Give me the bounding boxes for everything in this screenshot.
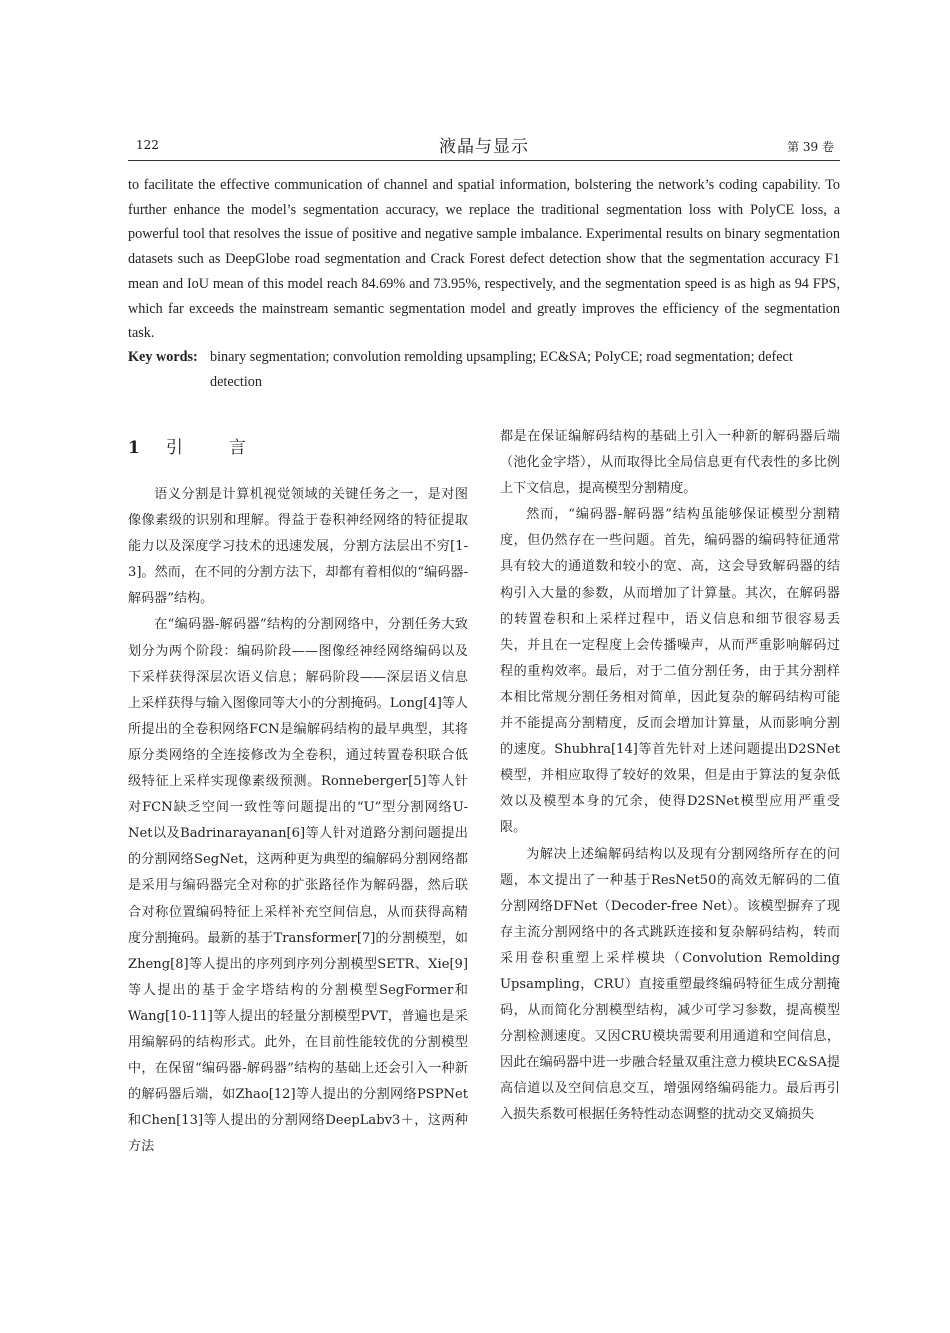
- paragraph: 为解决上述编解码结构以及现有分割网络所存在的问题，本文提出了一种基于ResNet50的高效无解码的二值分割网络DFNet（Decoder-free Net）。该模型摒弃了现存主流分割网络中的各式跳跃连接和复杂解码结构，转而采用卷积重塑上采样模块（Convolution Remolding Upsampling，CRU）直接重塑最终编码特征生成分割掩码，从而简化分割模型结构，减少可学习参数，提高模型分割检测速度。又因CRU模块需要利用通道和空间信息，因此在编码器中进一步融合轻量双重注意力模块EC&SA提高信道以及空间信息交互，增强网络编码能力。最后再引入损失系数可根据任务特性动态调整的扰动交叉熵损失: [500, 846, 840, 1123]
- header-rule: [128, 160, 840, 161]
- section-title: 引言: [165, 438, 292, 458]
- journal-title: 液晶与显示: [439, 137, 529, 157]
- keywords-text: binary segmentation; convolution remolding upsampling; EC&SA; PolyCE; road segmentation; defect detection: [210, 349, 793, 390]
- keywords-block: [128, 345, 840, 394]
- abstract-continuation: [128, 173, 840, 346]
- volume-label: 第 39 卷: [787, 140, 834, 154]
- right-column: [500, 424, 840, 1129]
- section-number: 1: [128, 438, 140, 458]
- page-number: 122: [136, 138, 159, 152]
- running-header: [128, 130, 840, 160]
- paragraph: 在“编码器-解码器”结构的分割网络中，分割任务大致划分为两个阶段：编码阶段——图像经神经网络编码以及下采样获得深层次语义信息；解码阶段——深层语义信息上采样获得与输入图像同等大小的分割掩码。Long[4]等人所提出的全卷积网络FCN是编解码结构的最早典型，其将原分类网络的全连接修改为全卷积，通过转置卷积联合低级特征上采样实现像素级预测。Ronneberger[5]等人针对FCN缺乏空间一致性等问题提出的“U”型分割网络U-Net以及Badrinarayanan[6]等人针对道路分割问题提出的分割网络SegNet，这两种更为典型的编解码分割网络都是采用与编码器完全对称的扩张路径作为解码器，然后联合对称位置编码特征上采样补充空间信息，从而获得高精度分割掩码。最新的基于Transformer[7]的分割模型，如Zheng[8]等人提出的序列到序列分割模型SETR、Xie[9]等人提出的基于金字塔结构的分割模型SegFormer和Wang[10-11]等人提出的轻量分割模型PVT，普遍也是采用编解码的结构形式。此外，在目前性能较优的分割模型中，在保留“编码器-解码器”结构的基础上还会引入一种新的解码器后端，如Zhao[12]等人提出的分割网络PSPNet和Chen[13]等人提出的分割网络DeepLabv3＋，这两种方法: [128, 617, 469, 1155]
- paragraph: 然而，“编码器-解码器”结构虽能够保证模型分割精度，但仍然存在一些问题。首先，编码器的编码特征通常具有较大的通道数和较小的宽、高，这会导致解码器的结构引入大量的参数，从而增加了计算量。其次，在解码器的转置卷积和上采样过程中，语义信息和细节很容易丢失，并且在一定程度上会传播噪声，从而严重影响解码过程的重构效率。最后，对于二值分割任务，由于其分割样本相比常规分割任务相对简单，因此复杂的解码结构可能并不能提高分割精度，反而会增加计算量，从而影响分割的速度。Shubhra[14]等首先针对上述问题提出D2SNet模型，并相应取得了较好的效果，但是由于算法的复杂低效以及模型本身的冗余，使得D2SNet模型应用严重受限。: [500, 507, 840, 836]
- keywords-label: Key words:: [128, 349, 198, 365]
- section-heading: [128, 424, 468, 472]
- left-column: [128, 424, 468, 1160]
- paragraph: 语义分割是计算机视觉领域的关键任务之一，是对图像像素级的识别和理解。得益于卷积神经网络的特征提取能力以及深度学习技术的迅速发展，分割方法层出不穷[1-3]。然而，在不同的分割方法下，却都有着相似的“编码器-解码器”结构。: [128, 487, 468, 607]
- abstract-text: to facilitate the effective communication of channel and spatial information, bolstering the network’s coding capability. To further enhance the model’s segmentation accuracy, we replace the traditional segmentation loss with PolyCE loss, a powerful tool that resolves the issue of positive and negative sample imbalance. Experimental results on binary segmentation datasets such as DeepGlobe road segmentation and Crack Forest defect detection show that the segmentation accuracy F1 mean and IoU mean of this model reach 84.69% and 73.95%, respectively, and the segmentation speed is as high as 94 FPS, which far exceeds the mainstream semantic segmentation model and greatly improves the efficiency of the segmentation task.: [128, 177, 840, 342]
- paragraph: 都是在保证编解码结构的基础上引入一种新的解码器后端（池化金字塔），从而取得比全局信息更有代表性的多比例上下文信息，提高模型分割精度。: [500, 429, 840, 497]
